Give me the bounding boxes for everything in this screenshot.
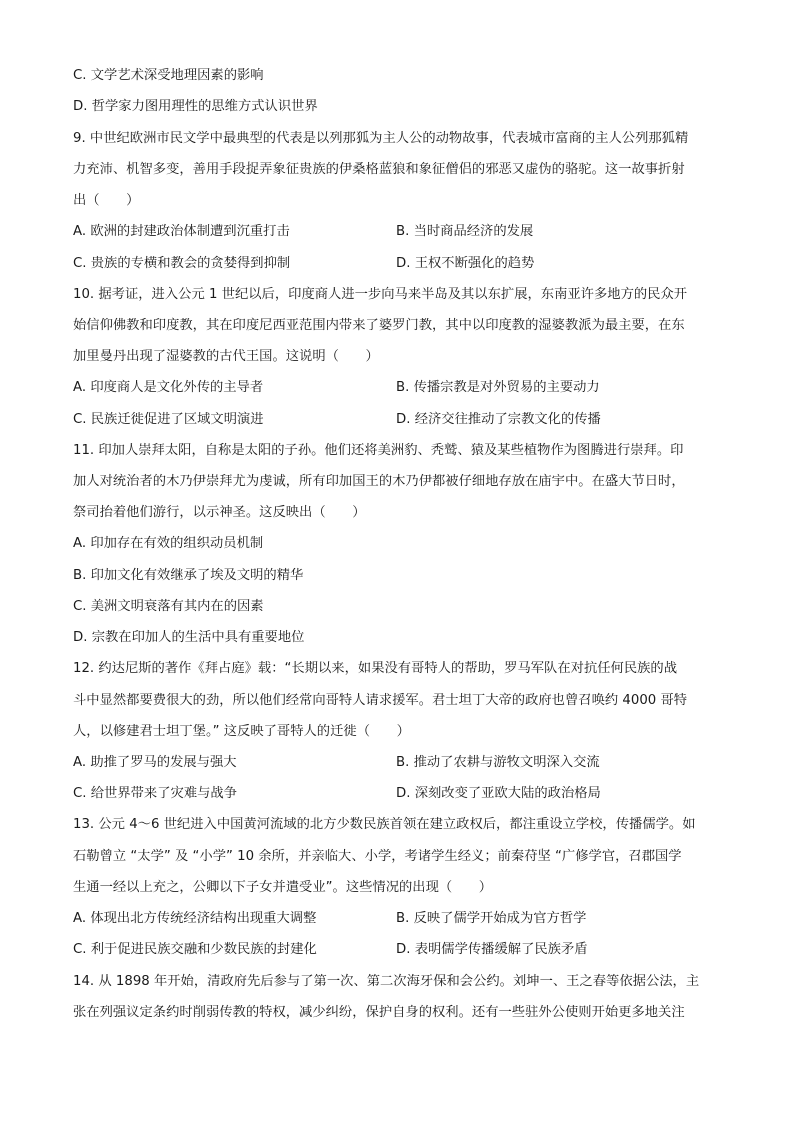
q14-stem-line-2: 张在列强议定条约时削弱传教的特权，减少纠纷，保护自身的权利。还有一些驻外公使则开始更多地关注 [73, 1005, 685, 1020]
q11-stem-line-2: 加人对统治者的木乃伊崇拜尤为虔诚，所有印加国王的木乃伊都被仔细地存放在庙宇中。在盛大节日时， [73, 474, 685, 489]
q12-stem-line-3: 人，以修建君士坦丁堡。” 这反映了哥特人的迁徙（ ） [73, 724, 410, 739]
q10-option-a: A. 印度商人是文化外传的主导者 [73, 380, 264, 395]
q8-option-d: D. 哲学家力图用理性的思维方式认识世界 [73, 99, 318, 114]
q11-stem-line-3: 祭司抬着他们游行，以示神圣。这反映出（ ） [73, 505, 366, 520]
q12-option-b: B. 推动了农耕与游牧文明深入交流 [396, 755, 600, 770]
q13-option-b: B. 反映了儒学开始成为官方哲学 [396, 911, 587, 926]
q11-stem-line-1: 11. 印加人崇拜太阳，自称是太阳的子孙。他们还将美洲豹、秃鹫、猿及某些植物作为图腾进行崇拜。印 [73, 443, 684, 458]
q9-option-c: C. 贵族的专横和教会的贪婪得到抑制 [73, 256, 291, 271]
q12-option-d: D. 深刻改变了亚欧大陆的政治格局 [396, 786, 601, 801]
q11-option-c: C. 美洲文明衰落有其内在的因素 [73, 599, 264, 614]
q8-option-c: C. 文学艺术深受地理因素的影响 [73, 68, 264, 83]
q13-option-a: A. 体现出北方传统经济结构出现重大调整 [73, 911, 317, 926]
q10-stem-line-2: 始信仰佛教和印度教，其在印度尼西亚范围内带来了婆罗门教，其中以印度教的湿婆教派为最主要，在东 [73, 318, 685, 333]
q9-stem-line-1: 9. 中世纪欧洲市民文学中最典型的代表是以列那狐为主人公的动物故事，代表城市富商的主人公列那狐精 [73, 131, 689, 146]
q12-stem-line-1: 12. 约达尼斯的著作《拜占庭》载：“长期以来，如果没有哥特人的帮助，罗马军队在对抗任何民族的战 [73, 661, 678, 676]
q12-option-a: A. 助推了罗马的发展与强大 [73, 755, 237, 770]
q11-option-a: A. 印加存在有效的组织动员机制 [73, 536, 264, 551]
q10-option-c: C. 民族迁徙促进了区域文明演进 [73, 412, 264, 427]
q14-stem-line-1: 14. 从 1898 年开始，清政府先后参与了第一次、第二次海牙保和会公约。刘坤一、王之春等依据公法，主 [73, 974, 700, 989]
q10-option-d: D. 经济交往推动了宗教文化的传播 [396, 412, 601, 427]
q11-option-b: B. 印加文化有效继承了埃及文明的精华 [73, 568, 304, 583]
q13-stem-line-1: 13. 公元 4～6 世纪进入中国黄河流域的北方少数民族首领在建立政权后，都注重设立学校，传播儒学。如 [73, 817, 696, 832]
q9-option-b: B. 当时商品经济的发展 [396, 224, 534, 239]
q9-option-a: A. 欧洲的封建政治体制遭到沉重打击 [73, 224, 290, 239]
q13-stem-line-2: 石勒曾立 “太学” 及 “小学” 10 余所，并亲临大、小学，考诸学生经义；前秦苻坚 “广修学官，召郡国学 [73, 849, 682, 864]
q10-stem-line-1: 10. 据考证，进入公元 1 世纪以后，印度商人进一步向马来半岛及其以东扩展，东南亚许多地方的民众开 [73, 287, 688, 302]
q12-stem-line-2: 斗中显然都要费很大的劲，所以他们经常向哥特人请求援军。君士坦丁大帝的政府也曾召唤约 4000 哥特 [73, 693, 688, 708]
q9-option-d: D. 王权不断强化的趋势 [396, 256, 535, 271]
q12-option-c: C. 给世界带来了灾难与战争 [73, 786, 238, 801]
q11-option-d: D. 宗教在印加人的生活中具有重要地位 [73, 630, 305, 645]
q13-option-d: D. 表明儒学传播缓解了民族矛盾 [396, 942, 588, 957]
q10-stem-line-3: 加里曼丹出现了湿婆教的古代王国。这说明（ ） [73, 349, 379, 364]
q10-option-b: B. 传播宗教是对外贸易的主要动力 [396, 380, 600, 395]
q13-stem-line-3: 生通一经以上充之，公卿以下子女并遣受业”。这些情况的出现（ ） [73, 880, 493, 895]
q9-stem-line-2: 力充沛、机智多变，善用手段捉弄象征贵族的伊桑格蓝狼和象征僧侣的邪恶又虚伪的骆驼。这一故事折射 [73, 162, 685, 177]
q13-option-c: C. 利于促进民族交融和少数民族的封建化 [73, 942, 317, 957]
q9-stem-line-3: 出（ ） [73, 193, 140, 208]
